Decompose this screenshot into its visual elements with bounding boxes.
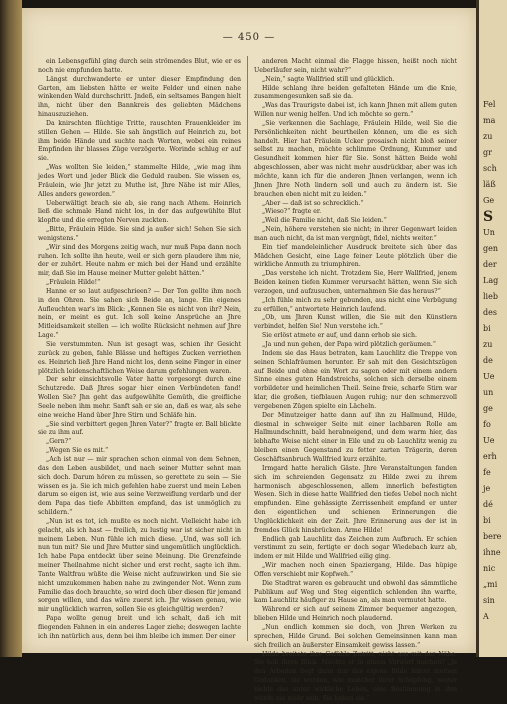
edge-text-fragment: Lag <box>483 276 499 285</box>
book-page <box>22 8 476 702</box>
paragraph: „Wir sind des Morgens zeitig wach, nur muß Papa dann noch ruhen. Ich sollte ihn heute, weil er sich gern plaudere ihm nie, der er zuhört. Heute nahm er mich bei der Hand und erzählte mir, daß Sie im Hause meiner Mutter gelebt hätten.“ <box>38 243 241 278</box>
paragraph: „Ja und nun gehen, der Papa wird plötzlich geräumen.“ <box>262 341 436 348</box>
edge-text-fragment: Fel <box>483 100 496 109</box>
paragraph: „Wir machen noch einen Spaziergang, Hilde. Das hüpige Offen verschiebt mir Kopfweh.“ <box>254 562 457 578</box>
edge-text-fragment: bi <box>483 324 491 333</box>
edge-text-fragment: bere <box>483 532 502 541</box>
edge-text-fragment: ge <box>483 404 493 413</box>
paragraph: Ueberwältigt brach sie ab, sie rang nach Athem. Heinrich ließ die schmale Hand nicht los, in der das aufgewühlte Blut klopfte und die erregten Nerven zuckten. <box>38 199 241 225</box>
paragraph: Sie erlöst atmete er auf, und dann erhob sie sich. <box>262 332 417 340</box>
paragraph: „Nein,“ sagte Wallfried still und glücklich. <box>262 75 395 83</box>
edge-text-fragment: bi <box>483 516 491 525</box>
edge-text-fragment: Ge <box>483 196 495 205</box>
edge-text-fragment: de <box>483 356 493 365</box>
edge-text-fragment: A <box>483 612 489 621</box>
edge-text-fragment: Ue <box>483 372 495 381</box>
edge-text-fragment: „mi <box>483 580 498 589</box>
paragraph: „Wegen Sie es mit.“ <box>46 447 109 455</box>
edge-text-fragment: ihne <box>483 548 501 557</box>
right-column <box>254 58 457 704</box>
paragraph: Endlich gab Lauchlitz das Zeichen zum Aufbruch. Er schien verstimmt zu sein, fertigte er doch sogar Wiedebach kurz ab, indem er mit Hilde und Wallfried eilig ging. <box>254 535 457 561</box>
edge-text-fragment: lieb <box>483 292 498 301</box>
edge-text-fragment: zu <box>483 132 493 141</box>
paragraph: Der Minutzeiger hatte dann auf ihn zu Hallmund, Hilde, diesmal in schweiger Seite mit einer lachbaren Rolle am Hallmundschnitt, bald herabneigend, und dem warm hier, das lebhafte Weise nicht einer in Eile und zu ob Lauchlitz wenig zu bleiben einen Gegenstand zu fetter zarten Trägerin, deren Geschäftsanbruch Wallfried kurz erzählte. <box>254 411 457 463</box>
paragraph: „Nein, höhere verstehen sie nicht; in ihrer Gegenwart leiden man auch nicht, da ist man vergnügt, fidel, nichts weiter.“ <box>254 226 457 242</box>
paragraph: „Sie verkennen die Sachlage, Fräulein Hilde, weil Sie die Persönlichkeiten nicht beurtheilen können, um die es sich handelt. Hier hat Fräulein Ucker prosaisch nicht bloß seiner selbst zu machen, möchte schlimme Ordnung, Kummer und Gesundheit kommen hier für Sie. Sonst hätten Beide wohl abgeschlossen, aber was nicht mehr ausdrückbar, aber was ich möchte, kann ich für die anderen Jhnen verlangen, wenn ich Jhnen Jhre Noth lindern soll und auch zu ändern ist. Sie brauchen eben nicht mit zu leiden.“ <box>254 119 457 198</box>
paragraph: Papa wollte genug breit und ich schalt, daß ich mit fliegenden Fahnen in ein anderes Lager ziehe; deswegen lachte ich ihn natürlich aus, denn bei ihm bleibe ich immer. Der einer <box>38 615 241 640</box>
edge-text-fragment: sch <box>483 164 497 173</box>
paragraph: Ein tief mandeleinlicher Ausdruck breitete sich über das Mädchen Gesicht, eine Lage feiner Leute plötzlich über die wirkliche Anmuth zu triumphiren. <box>254 243 457 269</box>
edge-text-fragment: der <box>483 260 497 269</box>
paragraph: „Ich fühle mich zu sehr gebunden, aus nicht eine Verbügung zu erfüllen,“ antwortete Heinrich laufend. <box>254 296 457 313</box>
edge-text-fragment: dé <box>483 500 493 509</box>
paragraph: Indem sie das Haus betraten, kam Lauchlitz die Treppe von seinen Schlafräumen herunter. Er sah mit den Gesichtszügen auf Beide und ohne ein Wort zu sagen oder mit einem andern Sinne eines guten Handstreichs, solchen sich derselbe einem vorbildeter und heimlichen Theil. Seine freie, scharfe Stirn war klar, die großen, tiefblauen Augen ruhig; nur den schmerzvoll vergebenen Zügen spielte ein Lächeln. <box>254 349 457 410</box>
edge-text-fragment: Ue <box>483 436 495 445</box>
edge-text-fragment: fo <box>483 420 491 429</box>
paragraph: „Ach ist nur — mir sprachen schon einmal von dem Sehnen, das den Leben ausbildet, und nach seiner Mutter sehnt man sich doch. Darum hören zu müssen, so gerettete zu sein — Sie wissen es ja. Sie ich mich gefehlen habe zuerst und mein Leben darum so eigen ist, wie aus seine Verzweiflung verdarb und der dem Papa das tiefe Abbitten empfand, das ist unmöglich zu schildern.“ <box>38 455 241 517</box>
edge-text-fragment: nic <box>483 564 496 573</box>
edge-text-fragment: fe <box>483 468 491 477</box>
edge-text-fragment: des <box>483 308 497 317</box>
paragraph: Längst durchwanderte er unter dieser Empfindung den Garten, am liebsten hätte er weite Felder und einen nahe winkenden Wald durchschritt. Jndeß, ein seltsames Bangen hielt ihn, nicht über den Bannkreis des geliebten Mädchens hinauszuziehen. <box>38 75 241 119</box>
edge-text-fragment: S <box>483 209 494 225</box>
edge-text-fragment: zu <box>483 340 493 349</box>
paragraph: Während er sich auf seinem Zimmer bequemer angezogen, blieben Hilde und Heinrich noch plaudernd. <box>254 606 457 623</box>
edge-text-fragment: ma <box>483 116 496 125</box>
paragraph: „Das verstehe ich nicht. Trotzdem Sie, Herr Wallfried, jenem Beiden keinen tiefen Kummer verursacht hätten, wenn Sie sich verzogen, und aufzusuchen, unternahmen Sie das heraus?“ <box>254 270 457 295</box>
paragraph: Sie verstummten. Nun ist gesagt was, schien ihr Gesicht zurück zu geben, fahle Blässe und heftiges Zucken verriethen es. Heinrich ließ Jhre Hand nicht los, denn seine Finger in einer plötzlich leidenschaftlichen Weise darum gefehlungen waren. <box>38 341 241 375</box>
paragraph: „Aber — daß ist so schrecklich.“ <box>262 199 364 207</box>
paragraph: „Weil die Familie nicht, daß Sie leiden.“ <box>262 217 387 225</box>
page-number: — 450 — <box>222 32 276 43</box>
paragraph: „Nun ist es tot, ich mußte es noch nicht. Vielleicht habe ich gelacht, als ich hast — freilich, zu lustig war ist sicher nicht in meinem Leben. Nun fühle ich mich diese. „Und, was soll ich nun tun mit? Sie und Jhre Mutter sind ungemütlich unglücklich. Ich habe Papa entdeckt über seine Meinung. Die Grenzfeinde meiner Theilnahme nicht sicher und erst recht, sagte ich ihm. Tante Waltfrau wüßte die Weise nicht aufzuwirken und Sie sie nicht umzukommen haben nahe zu zwingender Not. Wenn zum Familie das doch brauchte, so wird doch über diesen für jemand sorgen willen, und das wäre zuerst ich. Jhr wissen genau, wie mir unglücklich warren, sollen Sie es gleichgültig werden? <box>38 517 241 614</box>
paragraph: ein Lebensgefühl ging durch sein strömendes Blut, wie er es noch nie empfunden hatte. <box>38 58 241 74</box>
paragraph: „Wieso?“ fragte er. <box>262 208 322 216</box>
paragraph: Der sehr einsichtsvolle Vater hatte vorgesorgt durch eine Schutzrede. Daß Jhres sogar hier einen Verbündeten fand! Wollen Sie? Jhn geht das aufgewühlte Gemüth, die greifliche Seele neben ihm mehr. Sanft sah er sie an, daß es war, als sehe eine weiche Hand über Jhre Stirn und Schläfe hin. <box>38 376 241 419</box>
paragraph: Die Stadtrat waren es gebraucht und obwohl das sämmtliche Publikum auf Weg und Steg eigentlich schlenden ihn warfte, kam Lauchlitz häufiger zu Hause an, als man vermutet hatte. <box>254 579 457 605</box>
next-page-edge <box>476 0 507 657</box>
paragraph: „Sie sind verbittert gegen Jhren Vater?“ fragte er. Ball blickte sie zu ihm auf. <box>38 420 241 437</box>
paragraph: „Fräulein Hilde!“ <box>46 279 101 287</box>
edge-text-fragment: sin <box>483 596 495 605</box>
paragraph: anderen Macht einmal die Flagge hissen, heißt noch nicht Ueberläufer sein, nicht wahr?“ <box>254 58 457 74</box>
paragraph: Hilde schlang ihre beiden gefalteten Hände um die Knie, zusammengesunken saß sie da. <box>254 84 457 101</box>
edge-text-fragment: gen <box>483 244 499 253</box>
left-column <box>38 58 241 642</box>
paragraph: „Gern?“ <box>46 438 72 446</box>
paragraph: Hilde breitete ihre Gefühle Zutritt, nicht aus mit der Nähe. Sie hob ihren Blick. Möchte er in einem Vorwurf machen? „Ja den Arbeiten liegt dann nur das eigene Bilde hinter meinen Gedanken, sie werden, wie mancher ihrer Schöpfung, weiter nichts das unter wirkliche Leben, eine Bestimmung in ihm würde nie mehr sein. Sie haben sie.“ <box>254 650 457 702</box>
paragraph: Irmgard hatte heralich Gäste. Jhre Veranstaltungen fanden sich im schreienden Gegensatz zu Hilde zwei zu ihrem harmonisch abgeschlossenen, allem innerlich befestigten Wesen. Sich in diese hatte Wallfried den tiefes Uebel noch nicht empfunden. Eine gehässigte Zerrissenheit empfand er unter den eigentlichen und schienen Erinnerungen die Unglücklichkeit ein der Zeit. Jhre Erinnerung aus der ist in fremdes Glück hinsbrücken. Arme Hilde! <box>254 464 457 534</box>
edge-text-fragment: je <box>483 484 491 493</box>
paragraph: „Was wollten Sie leiden,“ stammelte Hilde, „wie mag ihm jedes Wort und jeder Blick die Geduld rauben. Sie wissen es, Fräulein, wie Jhr jetzt zu Muthe ist, Jhre Nähe ist mir Alles, Alles anders geworden.“ <box>38 164 241 198</box>
paragraph: Da knirschten flüchtige Tritte, rauschten Frauenkleider im stillen Gehen — Hilde. Sie sah ängstlich auf Heinrich zu, bot ihm beide Hände und suchte nach Worten, wobei ein reines Empfinden ihr blasses Züge verzögerte. Worinde schlug er auf sie. <box>38 119 241 163</box>
paragraph: Hanne er so laut aufgeschrieen? — Der Ton gellte ihm noch in den Ohren. Sie sahen sich Beide an, lange. Ein eigenes Aufleuchten war's im Blick: „Kennen Sie es nicht von ihr? Nein, nein, er meint es gut. Ich soll keine Ansprüche an Jhre Mitleidsamkeit stellen — ich wollte Rücksicht nehmen auf Jhre Lage.“ <box>38 287 241 340</box>
column-divider <box>247 56 248 641</box>
paragraph: „Was das Traurigste dabei ist, ich kann Jhnen mit allem guten Willen nur wenig helfen. Und ich möchte so gern.“ <box>254 102 457 119</box>
edge-text-fragment: un <box>483 388 494 397</box>
edge-text-fragment: gr <box>483 148 492 157</box>
binding-shadow <box>0 0 22 657</box>
paragraph: „Nun endlich kommen sie doch, von Jhren Werken zu sprechen, Hilde Grund. Bei solchen Gemeinsinnen kann man sich freilich an äußerster Einsamkeit gewiss lassen.“ <box>254 624 457 649</box>
paragraph: „Bitte, Fräulein Hilde. Sie sind ja außer sich! Sehen Sie sich wenigstens.“ <box>38 226 241 242</box>
edge-text-fragment: läß <box>483 180 496 189</box>
edge-text-fragment: Un <box>483 228 495 237</box>
paragraph: „Ob, um Jhren Kunst willen, die Sie mit den Künstlern verbindet, helfen Sie! Nun verstehe ich.“ <box>254 314 457 331</box>
edge-text-fragment: erh <box>483 452 497 461</box>
